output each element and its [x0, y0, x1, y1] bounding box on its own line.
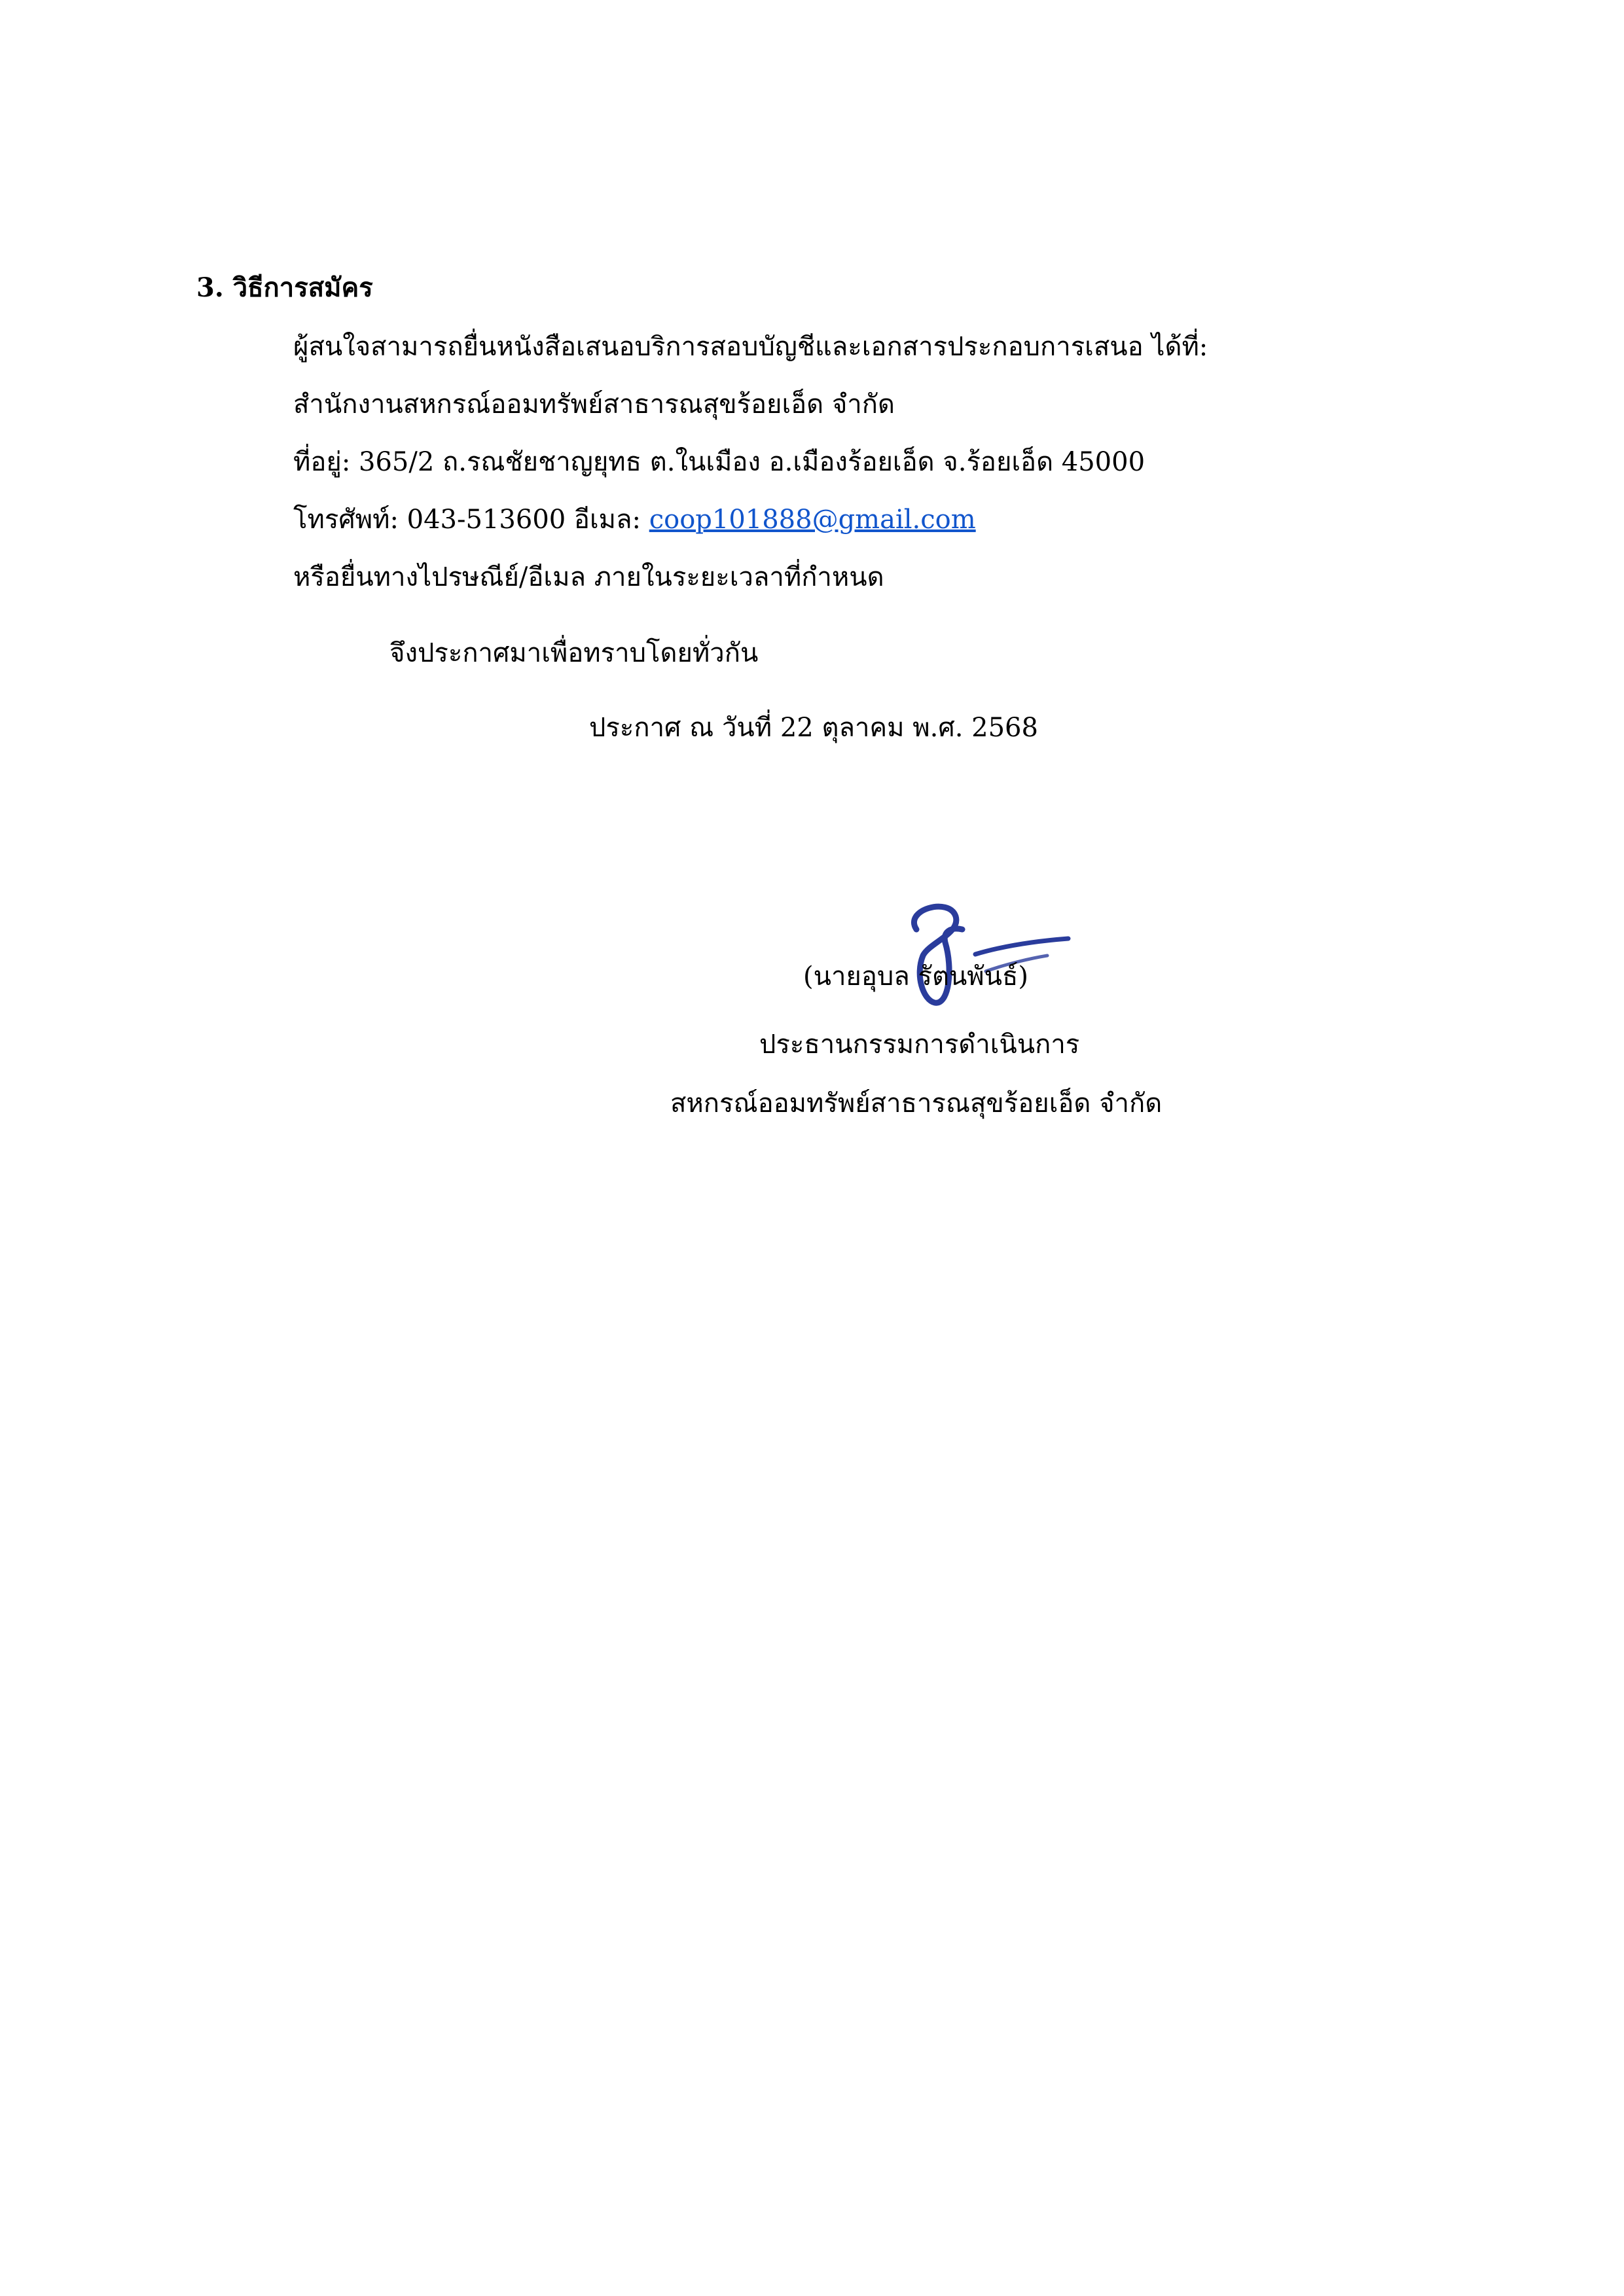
signatory-organization: สหกรณ์ออมทรัพย์สาธารณสุขร้อยเอ็ด จำกัด: [670, 1088, 1163, 1119]
instruction-line: ผู้สนใจสามารถยื่นหนังสือเสนอบริการสอบบัญชีและเอกสารประกอบการเสนอ ได้ที่:: [293, 332, 1208, 362]
email-link[interactable]: coop101888@gmail.com: [649, 505, 976, 535]
signature-image: [877, 890, 1087, 1021]
announcement-text: จึงประกาศมาเพื่อทราบโดยทั่วกัน: [389, 638, 759, 668]
contact-line: [293, 500, 976, 539]
section-heading: 3. วิธีการสมัคร: [196, 272, 373, 303]
announcement-date: ประกาศ ณ วันที่ 22 ตุลาคม พ.ศ. 2568: [589, 713, 1038, 743]
address-line: ที่อยู่: 365/2 ถ.รณชัยชาญยุทธ ต.ในเมือง อ.เมืองร้อยเอ็ด จ.ร้อยเอ็ด 45000: [293, 447, 1146, 477]
phone-text: โทรศัพท์: 043-513600 อีเมล:: [293, 505, 649, 535]
signatory-name: (นายอุบล รัตนพันธ์): [803, 961, 1029, 992]
submission-note: หรือยื่นทางไปรษณีย์/อีเมล ภายในระยะเวลาที่กำหนด: [293, 562, 884, 592]
signatory-position: ประธานกรรมการดำเนินการ: [759, 1030, 1080, 1060]
office-name-line: สำนักงานสหกรณ์ออมทรัพย์สาธารณสุขร้อยเอ็ด จำกัด: [293, 389, 895, 420]
